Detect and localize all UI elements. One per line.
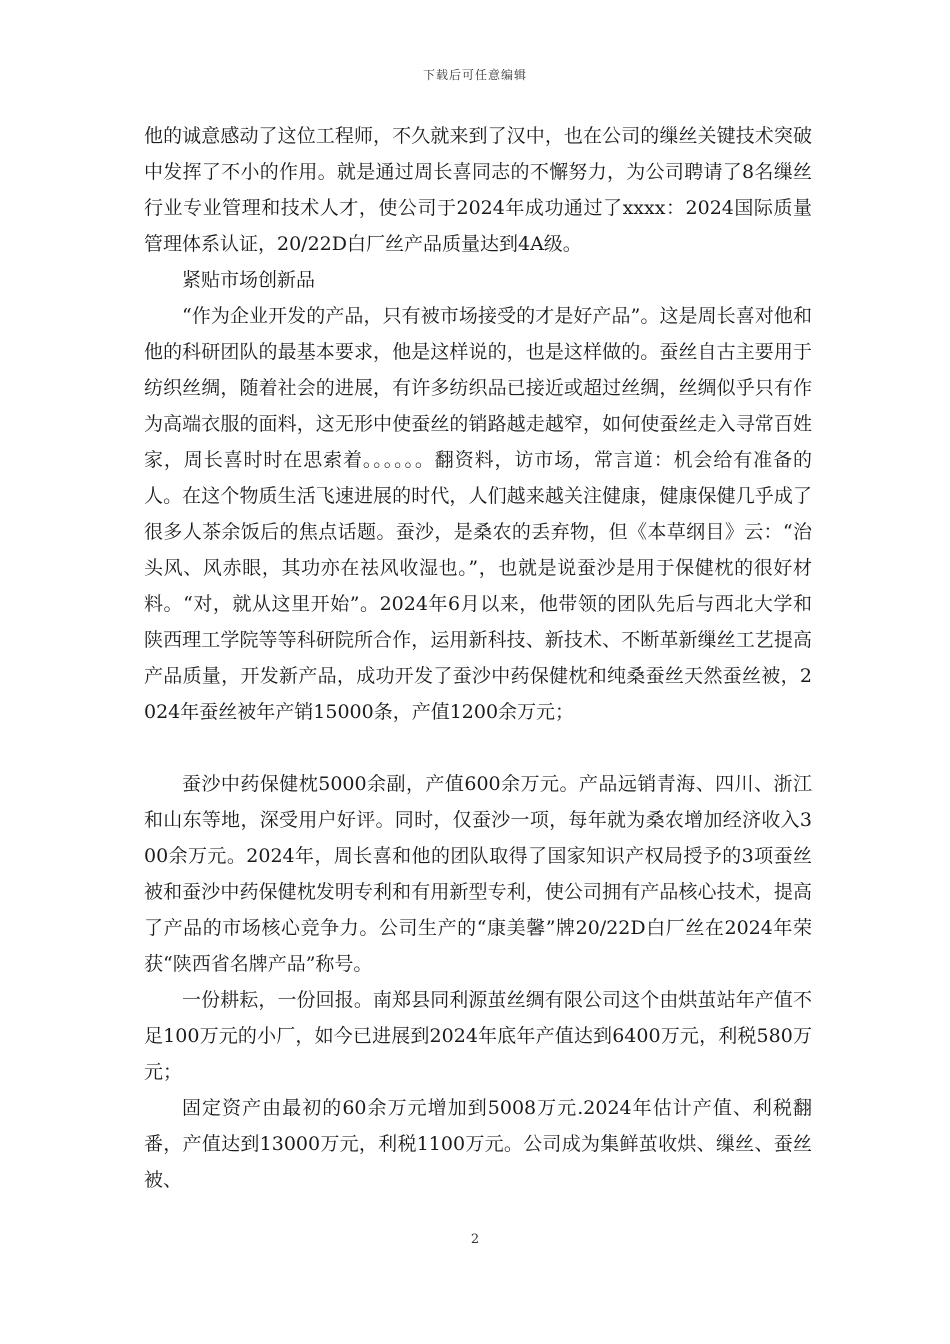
page-header: 下载后可任意编辑	[422, 68, 527, 82]
paragraph-assets: 固定资产由最初的60余万元增加到5008万元.2024年估计产值、利税翻番，产值达到13000万元，利税1100万元。公司成为集鲜茧收烘、缫丝、蚕丝被、	[144, 1097, 812, 1191]
paragraph-engineer: 他的诚意感动了这位工程师，不久就来到了汉中，也在公司的缫丝关键技术突破中发挥了不小的作用。就是通过周长喜同志的不懈努力，为公司聘请了8名缫丝行业专业管理和技术人才，使公司于2024年成功通过了xxxx：2024国际质量管理体系认证，20/22D白厂丝产品质量达到4A级。	[144, 125, 812, 255]
paragraph-innovation: “作为企业开发的产品，只有被市场接受的才是好产品”。这是周长喜对他和他的科研团队的最基本要求，他是这样说的，也是这样做的。蚕丝自古主要用于纺织丝绸，随着社会的进展，有许多纺织品已接近或超过丝绸，丝绸似乎只有作为高端衣服的面料，这无形中使蚕丝的销路越走越窄，如何使蚕丝走入寻常百姓家，周长喜时时在思索着。。。。。。翻资料，访市场，常言道：机会给有准备的人。在这个物质生活飞速进展的时代，人们越来越关注健康，健康保健几乎成了很多人茶余饭后的焦点话题。蚕沙，是桑农的丢弃物，但《本草纲目》云：“治头风、风赤眼，其功亦在祛风收湿也。”，也就是说蚕沙是用于保健枕的很好材料。“对，就从这里开始”。2024年6月以来，他带领的团队先后与西北大学和陕西理工学院等等科研院所合作，运用新科技、新技术、不断革新缫丝工艺提高产品质量，开发新产品，成功开发了蚕沙中药保健枕和纯桑蚕丝天然蚕丝被，2024年蚕丝被年产销15000条，产值1200余万元；	[144, 305, 812, 723]
page-number: 2	[470, 1232, 480, 1247]
paragraph-return: 一份耕耘，一份回报。南郑县同利源茧丝绸有限公司这个由烘茧站年产值不足100万元的小厂，如今已进展到2024年底年产值达到6400万元，利税580万元；	[144, 989, 812, 1083]
section-heading-market: 紧贴市场创新品	[182, 269, 316, 291]
document-body	[144, 118, 812, 1198]
paragraph-products: 蚕沙中药保健枕5000余副，产值600余万元。产品远销青海、四川、浙江和山东等地，深受用户好评。同时，仅蚕沙一项，每年就为桑农增加经济收入300余万元。2024年，周长喜和他的团队取得了国家知识产权局授予的3项蚕丝被和蚕沙中药保健枕发明专利和有用新型专利，使公司拥有产品核心技术，提高了产品的市场核心竞争力。公司生产的“康美馨”牌20/22D白厂丝在2024年荣获“陕西省名牌产品”称号。	[144, 773, 812, 975]
